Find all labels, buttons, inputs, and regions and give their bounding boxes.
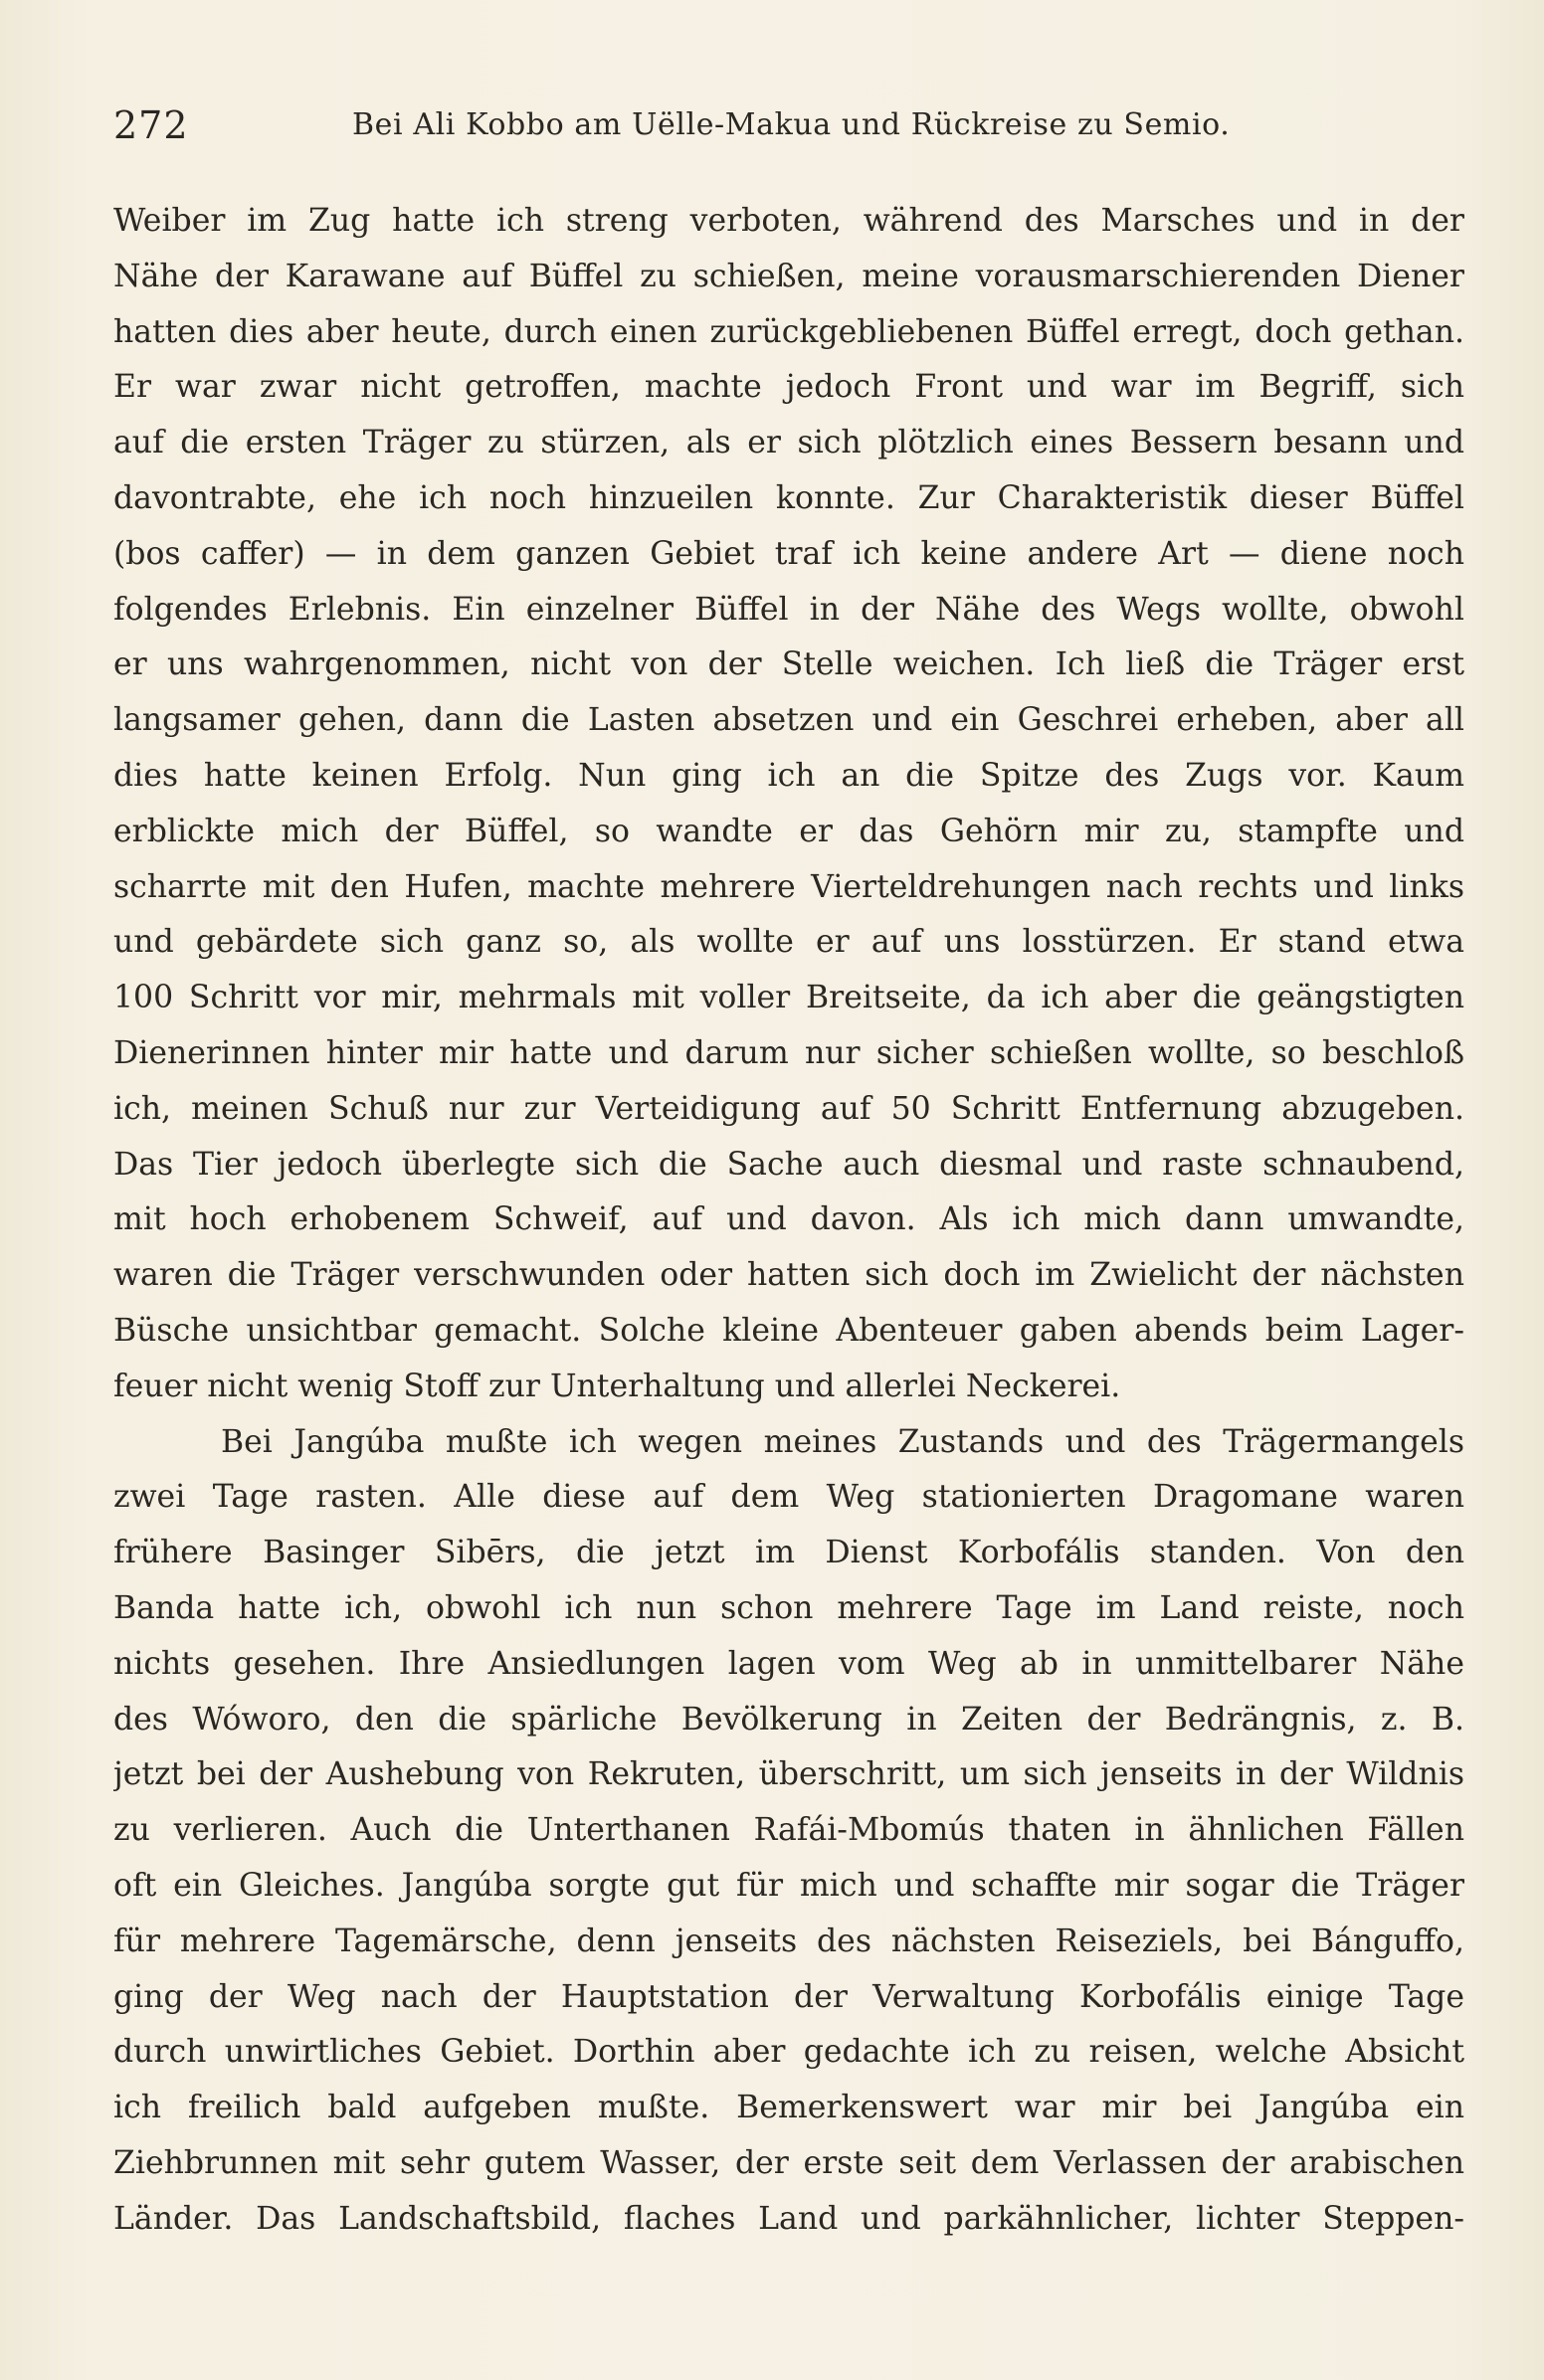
text-line: auf die ersten Träger zu stürzen, als er sich plötzlich eines Bessern besann und (113, 425, 1464, 461)
text-line: Büsche unsichtbar gemacht. Solche kleine Abenteuer gaben abends beim Lager- (113, 1312, 1464, 1349)
paragraph-1 (113, 194, 1464, 1415)
text-line: hatten dies aber heute, durch einen zurückgebliebenen Büffel erregt, doch gethan. (113, 313, 1464, 350)
text-line: zu verlieren. Auch die Unterthanen Rafái-Mbomús thaten in ähnlichen Fällen (113, 1812, 1464, 1849)
text-line: durch unwirtliches Gebiet. Dorthin aber gedachte ich zu reisen, welche Absicht (113, 2034, 1464, 2071)
text-line: und gebärdete sich ganz so, als wollte er auf uns losstürzen. Er stand etwa (113, 924, 1464, 961)
text-line: Er war zwar nicht getroffen, machte jedoch Front und war im Begriff, sich (113, 369, 1464, 406)
text-line: ging der Weg nach der Hauptstation der Verwaltung Korbofális einige Tage (113, 1978, 1464, 2015)
text-line: scharrte mit den Hufen, machte mehrere Vierteldrehungen nach rechts und links (113, 868, 1464, 905)
text-line: Weiber im Zug hatte ich streng verboten, während des Marsches und in der (113, 203, 1464, 239)
text-line: dies hatte keinen Erfolg. Nun ging ich an die Spitze des Zugs vor. Kaum (113, 757, 1464, 794)
paragraph-2 (113, 1415, 1464, 2248)
text-line: Das Tier jedoch überlegte sich die Sache auch diesmal und raste schnaubend, (113, 1146, 1464, 1183)
text-line: frühere Basinger Sibērs, die jetzt im Dienst Korbofális standen. Von den (113, 1535, 1464, 1571)
text-line: davontrabte, ehe ich noch hinzueilen konnte. Zur Charakteristik dieser Büffel (113, 479, 1464, 516)
body-text (113, 194, 1464, 2247)
text-line: Nähe der Karawane auf Büffel zu schießen, meine vorausmarschierenden Diener (113, 258, 1464, 294)
text-line: oft ein Gleiches. Jangúba sorgte gut für mich und schaffte mir sogar die Träger (113, 1867, 1464, 1904)
text-line: für mehrere Tagemärsche, denn jenseits des nächsten Reiseziels, bei Bánguffo, (113, 1922, 1464, 1959)
text-line: Ziehbrunnen mit sehr gutem Wasser, der erste seit dem Verlassen der arabischen (113, 2144, 1464, 2181)
running-head: Bei Ali Kobbo am Uëlle-Makua und Rückreise zu Semio. (352, 107, 1231, 142)
text-line: erblickte mich der Büffel, so wandte er das Gehörn mir zu, stampfte und (113, 813, 1464, 849)
text-line: mit hoch erhobenem Schweif, auf und davon. Als ich mich dann umwandte, (113, 1201, 1464, 1238)
text-line: ich, meinen Schuß nur zur Verteidigung auf 50 Schritt Entfernung abzugeben. (113, 1090, 1464, 1127)
text-line: Länder. Das Landschaftsbild, flaches Land und parkähnlicher, lichter Steppen- (113, 2200, 1464, 2237)
page-number: 272 (113, 103, 189, 147)
page-header (113, 95, 1464, 155)
text-line: (bos caffer) — in dem ganzen Gebiet traf ich keine andere Art — diene noch (113, 535, 1464, 572)
text-line: zwei Tage rasten. Alle diese auf dem Weg stationierten Dragomane waren (113, 1479, 1464, 1516)
text-line: er uns wahrgenommen, nicht von der Stelle weichen. Ich ließ die Träger erst (113, 646, 1464, 683)
text-line: ich freilich bald aufgeben mußte. Bemerkenswert war mir bei Jangúba ein (113, 2090, 1464, 2126)
text-line: waren die Träger verschwunden oder hatten sich doch im Zwielicht der nächsten (113, 1257, 1464, 1294)
text-line: Bei Jangúba mußte ich wegen meines Zustands und des Trägermangels (221, 1423, 1464, 1460)
text-line: des Wóworo, den die spärliche Bevölkerung in Zeiten der Bedrängnis, z. B. (113, 1701, 1464, 1738)
text-line: Dienerinnen hinter mir hatte und darum nur sicher schießen wollte, so beschloß (113, 1034, 1464, 1071)
text-line: nichts gesehen. Ihre Ansiedlungen lagen vom Weg ab in unmittelbarer Nähe (113, 1645, 1464, 1682)
text-line: jetzt bei der Aushebung von Rekruten, überschritt, um sich jenseits in der Wildnis (113, 1756, 1464, 1793)
text-line: feuer nicht wenig Stoff zur Unterhaltung und allerlei Neckerei. (113, 1368, 1121, 1404)
text-line: folgendes Erlebnis. Ein einzelner Büffel in der Nähe des Wegs wollte, obwohl (113, 591, 1464, 628)
text-line: Banda hatte ich, obwohl ich nun schon mehrere Tage im Land reiste, noch (113, 1589, 1464, 1626)
text-line: 100 Schritt vor mir, mehrmals mit voller Breitseite, da ich aber die geängstigten (113, 980, 1464, 1016)
text-line: langsamer gehen, dann die Lasten absetzen und ein Geschrei erheben, aber all (113, 702, 1464, 739)
